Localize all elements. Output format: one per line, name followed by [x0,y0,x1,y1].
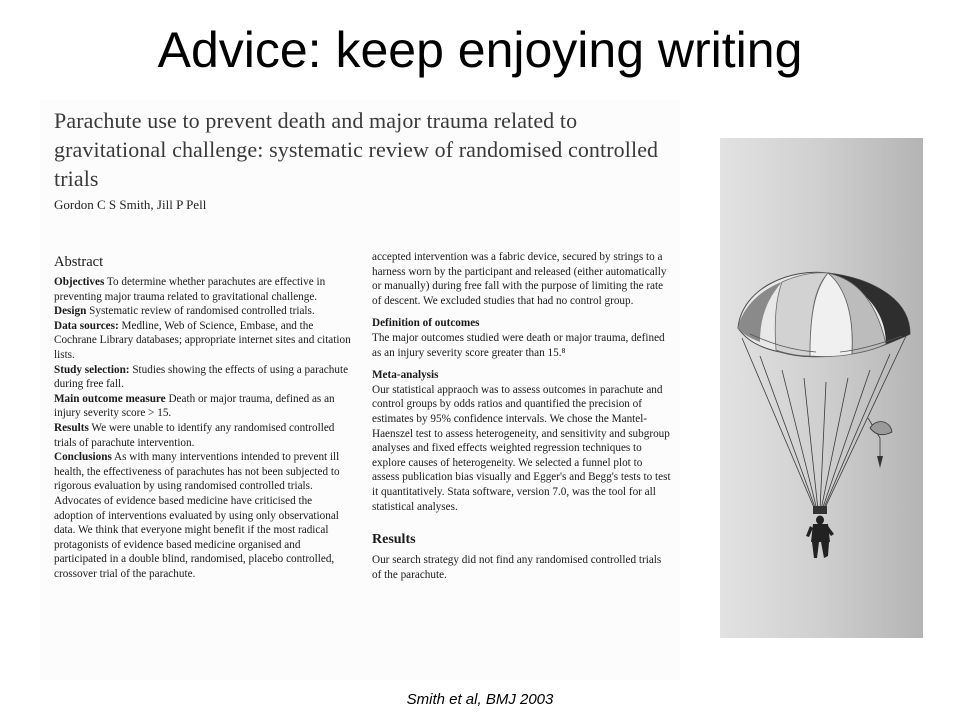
abstract-objectives [54,275,354,304]
abstract-text: We were unable to identify any randomised controlled trials of parachute intervention. [54,421,335,449]
results-paragraph: Our search strategy did not find any randomised controlled trials of the parachute. [372,554,662,581]
abstract-label: Results [54,421,89,434]
section-paragraph: The major outcomes studied were death or major trauma, defined as an injury severity score greater than 15.⁸ [372,331,665,359]
paper-scan [40,100,680,680]
abstract-results [54,421,354,450]
sky-background [720,138,923,638]
abstract-text: Systematic review of randomised controlled trials. [86,305,315,318]
abstract-main-outcome [54,392,354,421]
abstract-text: To determine whether parachutes are effective in preventing major trauma related to gravitational challenge. [54,276,326,303]
results-heading: Results [372,532,416,548]
abstract-label: Data sources: [54,319,119,332]
abstract-label: Objectives [54,276,105,288]
section-heading: Definition of outcomes [372,317,480,330]
body-column [372,250,672,582]
slide-title: Advice: keep enjoying writing [157,22,803,78]
abstract-text: Studies showing the effects of using a parachute during free fall. [54,363,349,391]
abstract-study-selection [54,363,354,392]
paper-authors: Gordon C S Smith, Jill P Pell [54,197,207,212]
abstract-data-sources [54,319,354,363]
abstract-text: Death or major trauma, defined as an injury severity score > 15. [54,392,335,420]
abstract-text: Medline, Web of Science, Embase, and the Cochrane Library databases; appropriate internet sites and citation lists. [54,319,351,361]
abstract-label: Main outcome measure [54,392,166,405]
methods-paragraph: accepted intervention was a fabric device, secured by strings to a harness worn by the participant and released (either automatically or manually) during free fall with the purpose of limiting the rate of descent. We excluded studies that had no control group. [372,251,667,307]
section-paragraph: Our statistical appraoch was to assess outcomes in parachute and control groups by odds ratios and quantified the precision of estimates by 95% confidence intervals. We chose the Mantel-Haenszel test to assess heterogeneity, and sensitivity and subgroup analyses and fixed effects weighted regression techniques to explore causes of heterogeneity. We selected a funnel plot to assess publication bias visually and Egger's and Begg's tests to test it quantitatively. Stata software, version 7.0, was the tool for all statistical analyses. [372,383,671,513]
abstract-conclusions [54,450,354,581]
paper-title: Parachute use to prevent death and major trauma related to gravitational challenge: systematic review of randomised controlled trials [54,108,659,191]
abstract-design [54,304,354,319]
abstract-text: As with many interventions intended to prevent ill health, the effectiveness of parachutes has not been subjected to rigorous evaluation by using randomised controlled trials. Advocates of evidence based medicine have criticised the adoption of interventions evaluated by using only observational data. We think that everyone might benefit if the most radical protagonists of evidence based medicine organised and participated in a double blind, randomised, placebo controlled, crossover trial of the parachute. [54,451,340,580]
citation-caption: Smith et al, BMJ 2003 [406,691,554,708]
abstract-label: Study selection: [54,363,130,376]
section-heading: Meta-analysis [372,369,439,382]
abstract-label: Conclusions [54,451,112,464]
abstract-label: Design [54,305,87,318]
parachute-photo [720,138,923,638]
abstract-heading: Abstract [54,254,104,270]
abstract-column [54,252,354,581]
